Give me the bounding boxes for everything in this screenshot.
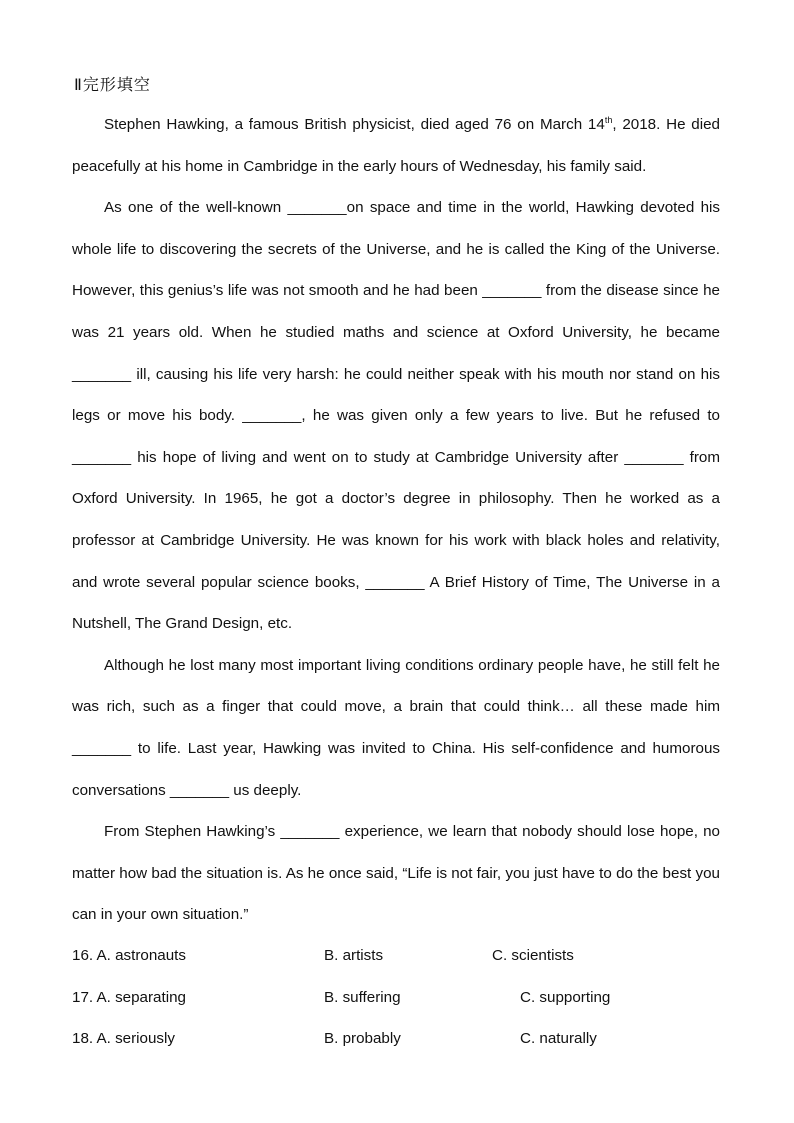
option-a[interactable]: 16. A. astronauts bbox=[72, 947, 186, 964]
option-b[interactable]: B. artists bbox=[324, 947, 384, 964]
option-c[interactable]: C. naturally bbox=[520, 1030, 597, 1048]
paragraph-3: Although he lost many most important living conditions ordinary people have, he still felt he was rich, such as a finger that could move, a brain that could think… all these made him _______ to life. Last year, Hawking was invited to China. His self-confidence and humorous conversations _______ us deeply. bbox=[72, 656, 720, 799]
paragraph-2: As one of the well-known _______on space and time in the world, Hawking devoted his whole life to discovering the secrets of the Universe, and he is called the King of the Universe. However, this genius’s life was not smooth and he had been _______ from the disease since he was 21 years old. When he studied maths and science at Oxford University, he became _______ ill, causing his life very harsh: he could neither speak with his mouth nor stand on his legs or move his body. _______, he was given only a few years to live. But he refused to _______ his hope of living and went on to study at Cambridge University after _______ from Oxford University. In 1965, he got a doctor’s degree in philosophy. Then he worked as a professor at Cambridge University. He was known for his work with black holes and relativity, and wrote several popular science books, _______ A Brief History of Time, The Universe in a Nutshell, The Grand Design, etc. bbox=[72, 199, 720, 633]
option-b[interactable]: B. probably bbox=[324, 1030, 401, 1048]
passage bbox=[72, 104, 720, 936]
question-row bbox=[72, 938, 720, 980]
option-a[interactable]: 18. A. seriously bbox=[72, 1030, 175, 1048]
paragraph-1 bbox=[72, 104, 720, 187]
ordinal-suffix: th bbox=[604, 114, 613, 125]
paragraph-1-text-b: , 2018. He died peacefully at his home in Cambridge in the early hours of Wednesday, his family said. bbox=[72, 116, 720, 175]
question-row bbox=[72, 1021, 720, 1063]
option-b[interactable]: B. suffering bbox=[324, 988, 401, 1006]
section-heading: Ⅱ完形填空 bbox=[74, 77, 151, 94]
paragraph-1-text-a: Stephen Hawking, a famous British physicist, died aged 76 on March 14 bbox=[104, 116, 605, 133]
option-c[interactable]: C. scientists bbox=[492, 947, 574, 964]
option-c[interactable]: C. supporting bbox=[520, 988, 611, 1006]
option-a[interactable]: 17. A. separating bbox=[72, 988, 186, 1006]
question-options bbox=[72, 938, 720, 1063]
question-row bbox=[72, 980, 720, 1022]
paragraph-4: From Stephen Hawking’s _______ experience, we learn that nobody should lose hope, no matter how bad the situation is. As he once said, “Life is not fair, you just have to do the best you can in your own situation.” bbox=[72, 823, 720, 924]
